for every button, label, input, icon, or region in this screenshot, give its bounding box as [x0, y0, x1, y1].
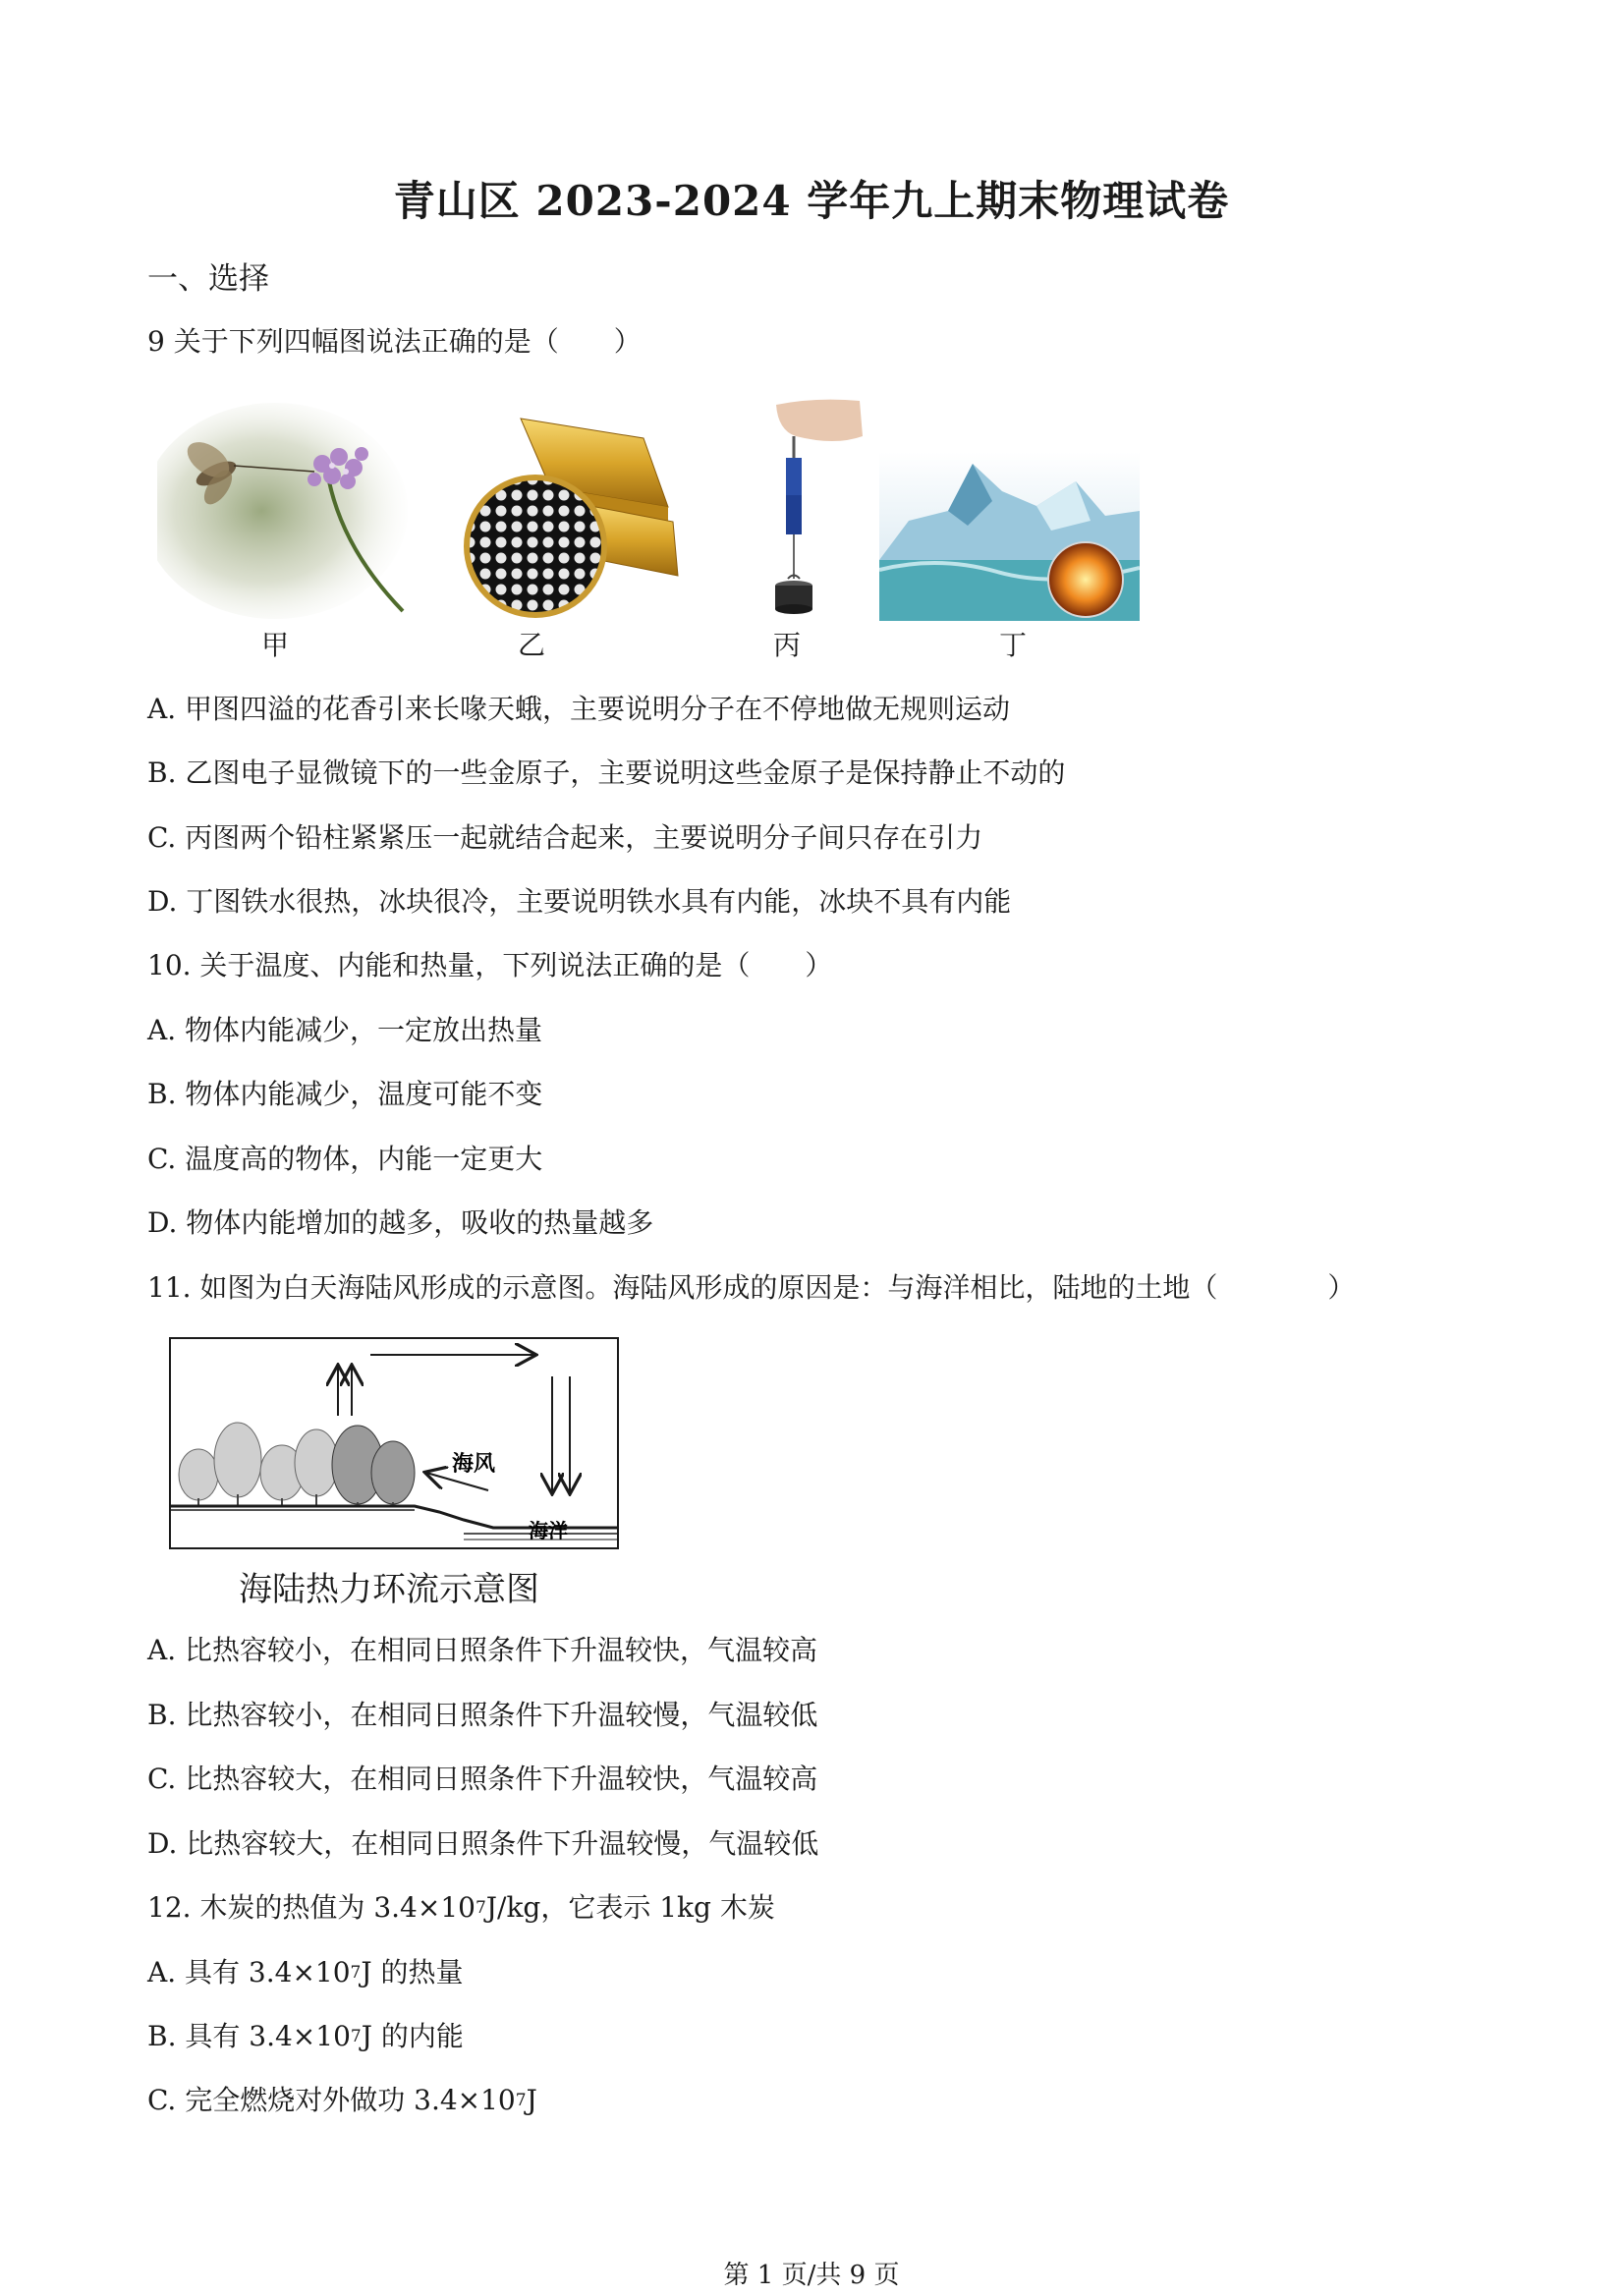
q12-option-b-exponent: 7 [350, 2027, 362, 2046]
q10-option-a: A. 物体内能减少，一定放出热量 [147, 1014, 543, 1046]
caption-yi: 乙 [518, 629, 546, 661]
q12-option-b [147, 2015, 464, 2054]
q10-option-c: C. 温度高的物体，内能一定更大 [147, 1143, 543, 1175]
caption-bing: 丙 [773, 629, 802, 661]
q12-option-c-exponent: 7 [515, 2091, 527, 2110]
q12-stem-unit: J/kg，它表示 1kg 木炭 [485, 1891, 775, 1924]
moth-flower-image [157, 403, 413, 621]
page-footer: 第 1 页/共 9 页 [723, 2261, 900, 2290]
q12-option-c-text: C. 完全燃烧对外做功 3.4×10 [147, 2084, 516, 2116]
q11-stem: 11. 如图为白天海陆风形成的示意图。海陆风形成的原因是：与海洋相比，陆地的土地（ ） [147, 1271, 1356, 1304]
q12-stem-main: 12. 木炭的热值为 3.4×10 [147, 1891, 476, 1924]
q11-option-b: B. 比热容较小，在相同日照条件下升温较慢，气温较低 [147, 1699, 818, 1731]
q12-option-b-suffix: J 的内能 [361, 2020, 464, 2052]
page-title: 青山区 2023-2024 学年九上期末物理试卷 [393, 177, 1230, 225]
q12-stem [147, 1886, 775, 1926]
gold-atoms-image [462, 409, 683, 623]
diagram-caption: 海陆热力环流示意图 [239, 1570, 539, 1609]
sea-wind-label: 海风 [452, 1451, 496, 1477]
q9-option-b: B. 乙图电子显微镜下的一些金原子，主要说明这些金原子是保持静止不动的 [147, 756, 1066, 789]
q12-option-c [147, 2079, 537, 2118]
q11-option-a: A. 比热容较小，在相同日照条件下升温较快，气温较高 [147, 1634, 818, 1666]
q12-option-a [147, 1951, 464, 1990]
q9-option-a: A. 甲图四溢的花香引来长喙天蛾，主要说明分子在不停地做无规则运动 [147, 693, 1011, 725]
q9-stem: 9 关于下列四幅图说法正确的是（ ） [147, 325, 642, 358]
section-heading: 一、选择 [147, 261, 269, 297]
q10-option-d: D. 物体内能增加的越多，吸收的热量越多 [147, 1206, 654, 1239]
q9-option-d: D. 丁图铁水很热，冰块很冷，主要说明铁水具有内能，冰块不具有内能 [147, 885, 1012, 918]
q11-option-d: D. 比热容较大，在相同日照条件下升温较慢，气温较低 [147, 1827, 819, 1860]
q12-option-b-text: B. 具有 3.4×10 [147, 2020, 351, 2052]
q9-option-c: C. 丙图两个铅柱紧紧压一起就结合起来，主要说明分子间只存在引力 [147, 821, 983, 854]
q12-stem-exponent: 7 [475, 1898, 486, 1918]
caption-jia: 甲 [261, 629, 290, 661]
q12-option-a-suffix: J 的热量 [361, 1956, 464, 1988]
iceberg-iron-image [879, 452, 1140, 621]
lead-cylinders-image [756, 397, 865, 621]
q10-stem: 10. 关于温度、内能和热量，下列说法正确的是（ ） [147, 949, 833, 981]
sea-land-breeze-diagram [169, 1337, 619, 1549]
q12-option-c-suffix: J [526, 2084, 537, 2116]
q12-option-a-exponent: 7 [350, 1963, 362, 1983]
q11-option-c: C. 比热容较大，在相同日照条件下升温较快，气温较高 [147, 1763, 818, 1795]
ocean-label: 海洋 [529, 1519, 568, 1542]
q12-option-a-text: A. 具有 3.4×10 [147, 1956, 351, 1988]
q10-option-b: B. 物体内能减少，温度可能不变 [147, 1078, 543, 1110]
caption-ding: 丁 [999, 629, 1028, 661]
